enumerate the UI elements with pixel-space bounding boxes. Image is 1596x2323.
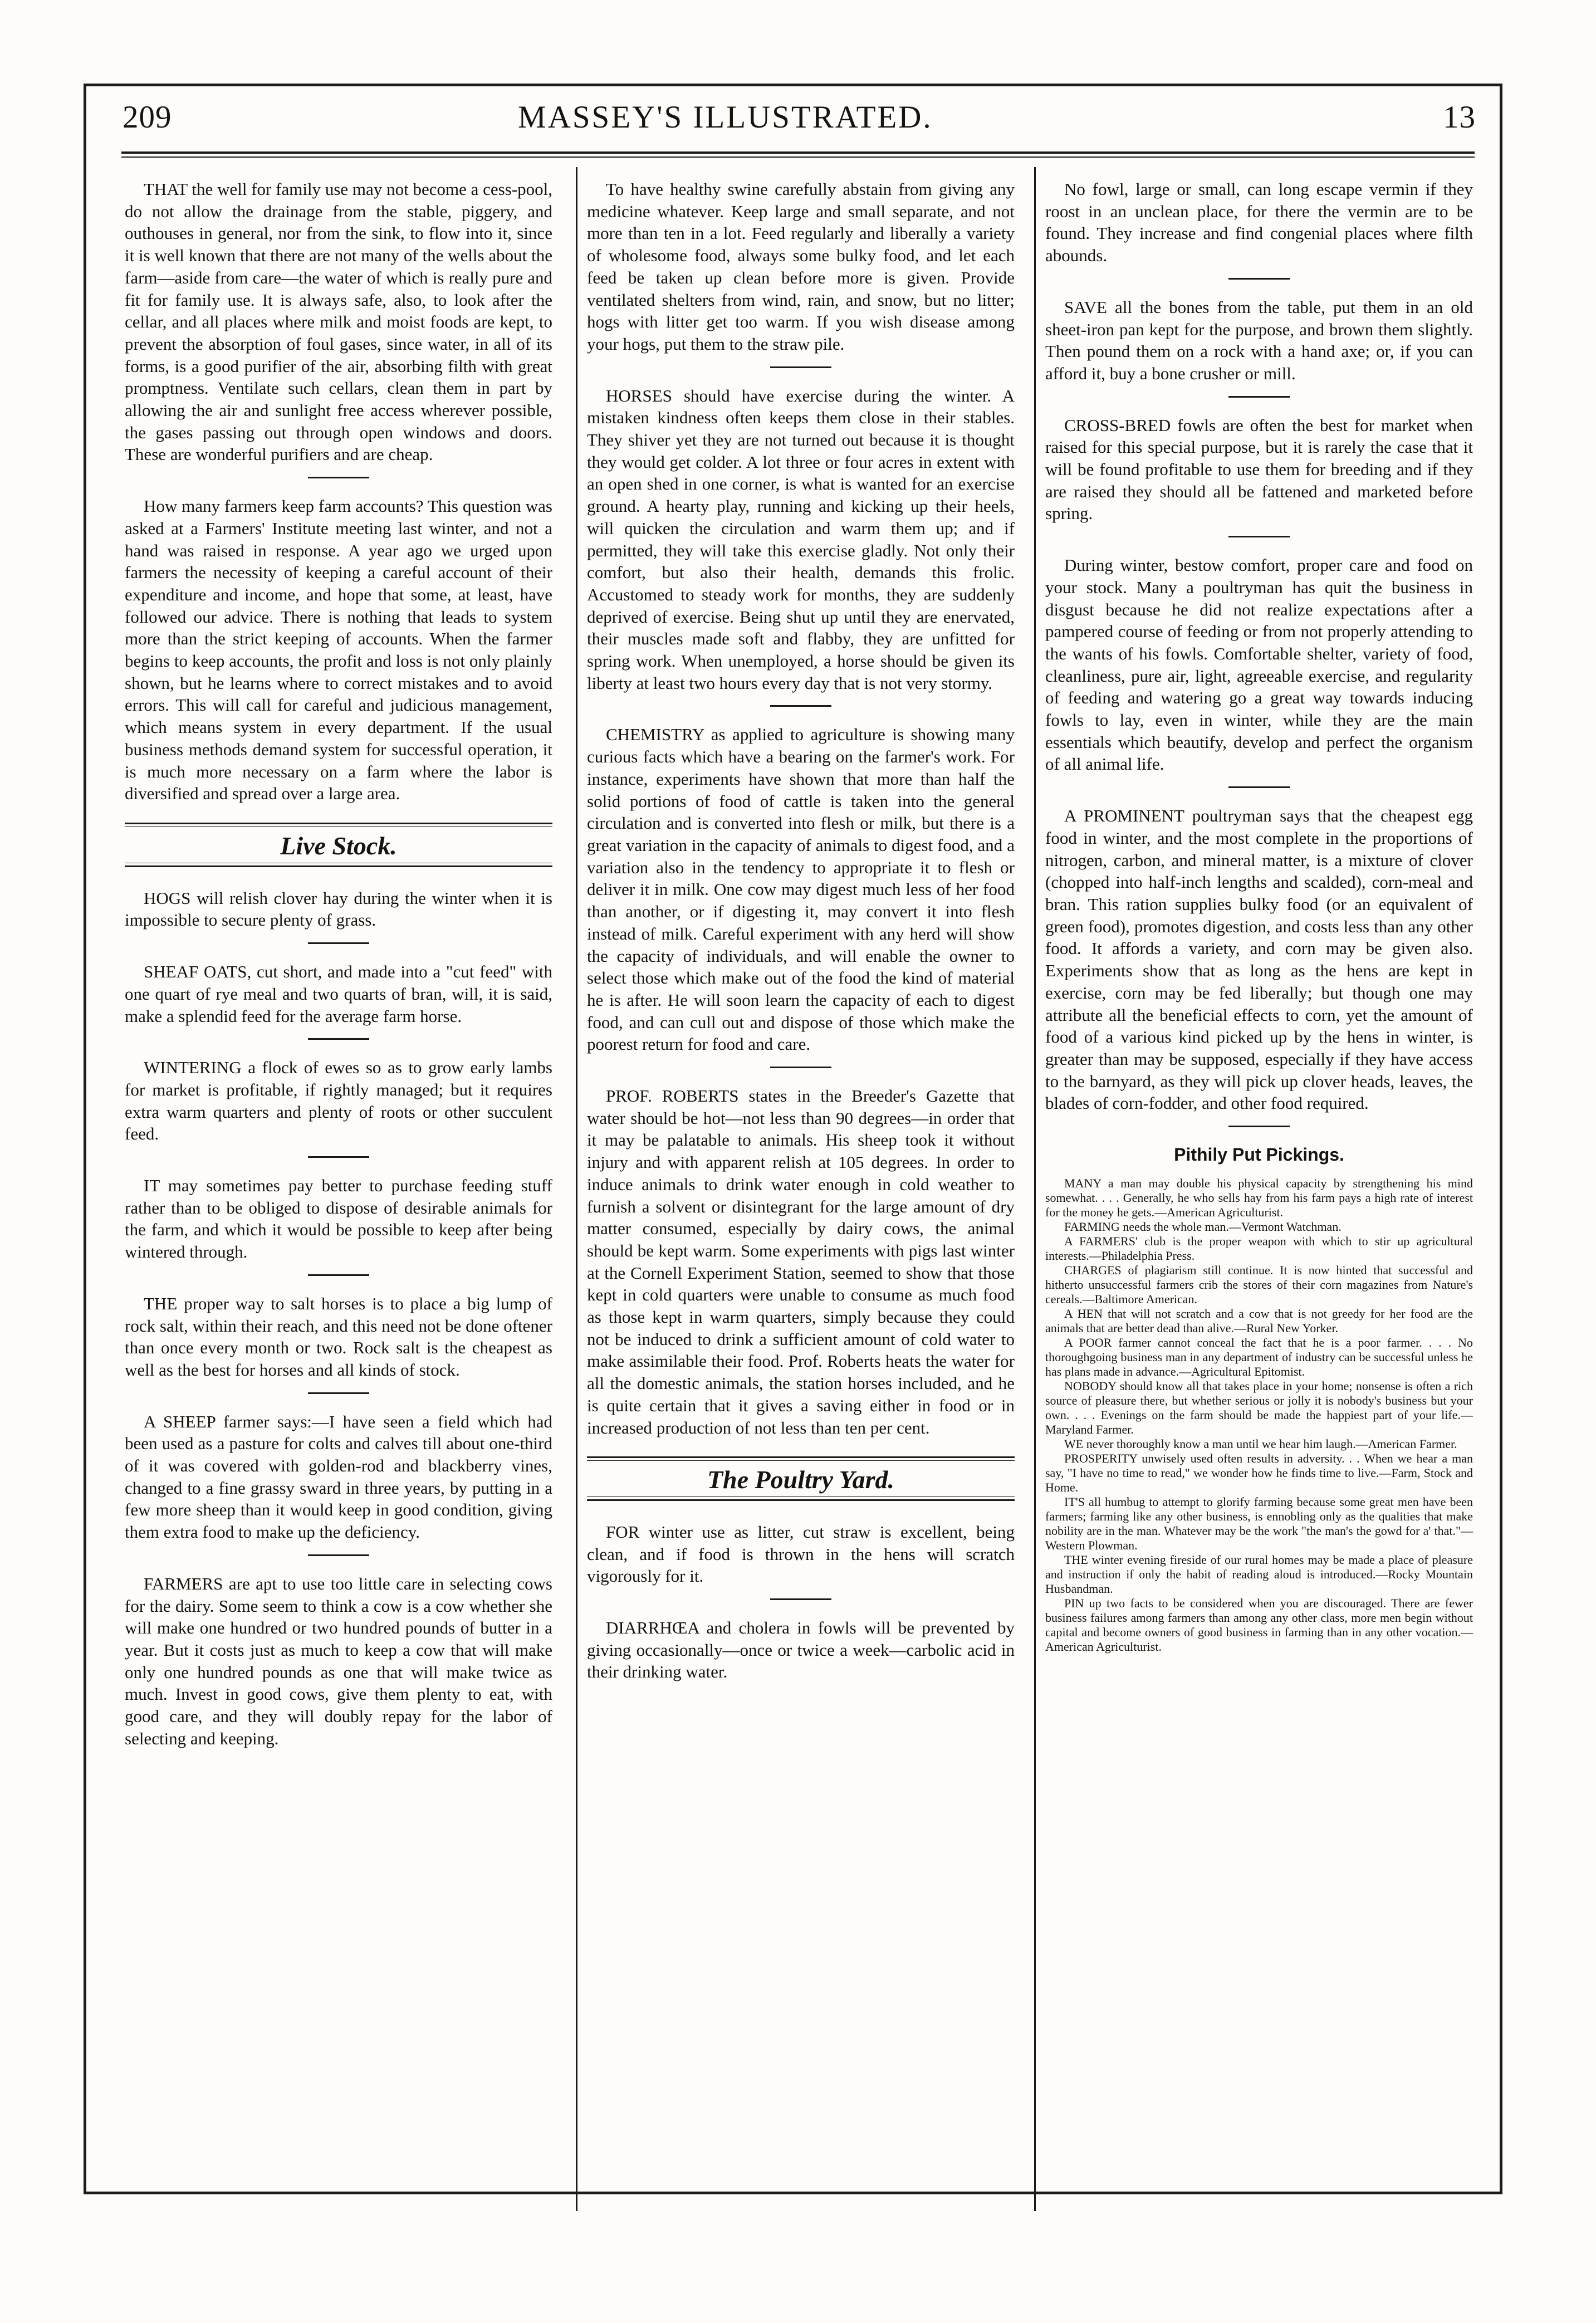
page-number-right: 13 bbox=[1443, 100, 1476, 135]
separator bbox=[770, 1598, 831, 1600]
picking-item: THE winter evening fireside of our rural homes may be made a place of pleasure and instruction if only the habit of reading aloud is introduced.—Rocky Mountain Husbandman. bbox=[1045, 1552, 1473, 1596]
masthead-title: MASSEY'S ILLUSTRATED. bbox=[518, 100, 933, 135]
header-rule-bottom bbox=[121, 157, 1475, 158]
picking-item: PROSPERITY unwisely used often results in adversity. . . When we hear a man say, "I have no time to read," we wonder how he finds time to live.—Farm, Stock and Home. bbox=[1045, 1451, 1473, 1494]
separator bbox=[308, 1554, 369, 1556]
article-feeding-stuff: IT may sometimes pay better to purchase feeding stuff rather than to be obliged to dispose of desirable animals for the farm, and which it would be possible to keep after being wintered through. bbox=[125, 1176, 552, 1262]
column-2 bbox=[587, 178, 1015, 1683]
picking-item: IT'S all humbug to attempt to glorify farming because some great men have been farmers; farming like any other business, is ennobling only as the qualities that make nobility are in the man. Whatever may be the work "the man's the gowd for a' that."—Western Plowman. bbox=[1045, 1494, 1473, 1552]
article-winter-comfort: During winter, bestow comfort, proper care and food on your stock. Many a poultryman has quit the business in disgust because he did not realize expectations after a pampered course of feeding or from not properly attending to the wants of his fowls. Comfortable shelter, variety of food, cleanliness, pure air, light, agreeable exercise, and regularity of feeding and watering go a great way towards inducing fowls to lay, even in winter, while they are the main essentials which beautify, develop and perfect the organism of all animal life. bbox=[1045, 555, 1473, 774]
article-sheep-farmer: A SHEEP farmer says:—I have seen a field which had been used as a pasture for colts and calves till about one-third of it was covered with golden-rod and blackberry vines, changed to a fine grassy sward in three years, by putting in a few more sheep than it would keep in good condition, giving them extra food to make up the deficiency. bbox=[125, 1411, 552, 1542]
page-header bbox=[123, 99, 1476, 141]
picking-item: A HEN that will not scratch and a cow that is not greedy for her food are the animals that are better dead than alive.—Rural New Yorker. bbox=[1045, 1306, 1473, 1335]
article-litter: FOR winter use as litter, cut straw is excellent, being clean, and if food is thrown in the hens will scratch vigorously for it. bbox=[587, 1522, 1015, 1586]
article-salt-horses: THE proper way to salt horses is to place a big lump of rock salt, within their reach, and this need not be done oftener than once every month or two. Rock salt is the cheapest as well as the best for horses and all kinds of stock. bbox=[125, 1293, 552, 1380]
picking-item: PIN up two facts to be considered when you are discouraged. There are fewer business failures among farmers than among any other class, more men begin without capital and become owners of good business in farming than in any other vocation.—American Agriculturist. bbox=[1045, 1596, 1473, 1654]
picking-item: CHARGES of plagiarism still continue. It is now hinted that successful and hitherto unsuccessful farmers crib the stores of their corn magazines from Nature's cereals.—Baltimore American. bbox=[1045, 1263, 1473, 1306]
article-horses-exercise: HORSES should have exercise during the winter. A mistaken kindness often keeps them close in their stables. They shiver yet they are not turned out because it is thought they would get colder. A lot three or four acres in extent with an open shed in one corner, is what is wanted for an exercise ground. A hearty play, running and kicking up their heels, will quicken the circulation and warm them up; and if permitted, they will take this exercise gladly. Not only their comfort, but also their health, demands this frolic. Accustomed to steady work for months, they are suddenly deprived of exercise. Being shut up until they are enervated, their muscles made soft and flabby, they are unfitted for spring work. When unemployed, a horse should be given its liberty at least two hours every day that is not very stormy. bbox=[587, 385, 1015, 693]
article-vermin: No fowl, large or small, can long escape vermin if they roost in an unclean place, for there the vermin are to be found. They increase and find congenial places where filth abounds. bbox=[1045, 179, 1473, 266]
article-farm-accounts: How many farmers keep farm accounts? This question was asked at a Farmers' Institute meeting last winter, and not a hand was raised in response. A year ago we urged upon farmers the necessity of keeping a careful account of their expenditure and income, and hope that some, at least, have followed our advice. There is nothing that leads to system more than the strict keeping of accounts. When the farmer begins to keep accounts, the profit and loss is not only plainly shown, but he learns where to correct mistakes and to avoid errors. This will call for careful and judicious management, which means system in every department. If the usual business methods demand system for successful operation, it is much more necessary on a farm where the labor is diversified and spread over a large area. bbox=[125, 496, 552, 804]
separator bbox=[770, 366, 831, 368]
article-diarrhoea: DIARRHŒA and cholera in fowls will be prevented by giving occasionally—once or twice a week—carbolic acid in their drinking water. bbox=[587, 1618, 1015, 1682]
header-rule-top bbox=[121, 151, 1475, 154]
separator bbox=[308, 1038, 369, 1040]
page-number-left: 209 bbox=[123, 100, 172, 135]
separator bbox=[1228, 786, 1290, 788]
column-divider-1 bbox=[576, 167, 577, 2211]
article-cross-bred: CROSS-BRED fowls are often the best for market when raised for this special purpose, but it is rarely the case that it will be found profitable to use them for breeding and if they are raised they should all be fattened and marketed before spring. bbox=[1045, 415, 1473, 524]
picking-item: NOBODY should know all that takes place in your home; nonsense is often a rich source of pleasure there, but whether serious or jolly it is nobody's business but your own. . . . Evenings on the farm should be made the happiest part of your life.—Maryland Farmer. bbox=[1045, 1378, 1473, 1436]
separator bbox=[770, 1067, 831, 1068]
article-healthy-swine: To have healthy swine carefully abstain from giving any medicine whatever. Keep large and small separate, and not more than ten in a lot. Feed regularly and liberally a variety of wholesome food, always some bulky food, and let each feed be taken up clean before more is given. Provide ventilated shelters from wind, rain, and snow, but no litter; hogs with litter get too warm. If you wish disease among your hogs, put them to the straw pile. bbox=[587, 179, 1015, 354]
separator bbox=[308, 477, 369, 478]
article-bones: SAVE all the bones from the table, put them in an old sheet-iron pan kept for the purpose, and brown them slightly. Then pound them on a rock with a hand axe; or, if you can afford it, buy a bone crusher or mill. bbox=[1045, 297, 1473, 383]
article-sheaf-oats: SHEAF OATS, cut short, and made into a "cut feed" with one quart of rye meal and two quarts of bran, will, it is said, make a splendid feed for the average farm horse. bbox=[125, 962, 552, 1026]
separator bbox=[1228, 536, 1290, 537]
picking-item: MANY a man may double his physical capacity by strengthening his mind somewhat. . . . Generally, he who sells hay from his farm pays a high rate of interest for the money he gets.—American Agriculturist. bbox=[1045, 1176, 1473, 1219]
picking-item: A POOR farmer cannot conceal the fact that he is a poor farmer. . . . No thoroughgoing business man in any department of industry can be successful unless he has plans made in advance.—Agricultural Epitomist. bbox=[1045, 1335, 1473, 1378]
article-prof-roberts: PROF. ROBERTS states in the Breeder's Gazette that water should be hot—not less than 90 degrees—in order that it may be palatable to animals. His sheep took it without injury and with apparent relish at 105 degrees. In order to induce animals to drink water enough in cold weather to furnish a solvent or disintegrant for the large amount of dry matter consumed, especially by dairy cows, the animal should be kept warm. Some experiments with pigs last winter at the Cornell Experiment Station, seemed to show that those kept in cold quarters were unable to consume as much food as those kept in warm quarters, simply because they could not be induced to drink a sufficient amount of cold water to make assimilable their food. Prof. Roberts heats the water for all the domestic animals, the station horses included, and he is quite certain that it gives a saving either in food or in increased production of not less than ten per cent. bbox=[587, 1086, 1015, 1437]
column-3 bbox=[1045, 178, 1473, 1654]
separator bbox=[308, 942, 369, 944]
separator bbox=[770, 705, 831, 707]
column-divider-2 bbox=[1034, 167, 1036, 2211]
article-wintering-ewes: WINTERING a flock of ewes so as to grow early lambs for market is profitable, if rightly managed; but it requires extra warm quarters and plenty of roots or other succulent feed. bbox=[125, 1058, 552, 1144]
picking-item: WE never thoroughly know a man until we hear him laugh.—American Farmer. bbox=[1064, 1436, 1457, 1451]
section-header-live-stock: Live Stock. bbox=[125, 823, 552, 867]
article-hogs: HOGS will relish clover hay during the winter when it is impossible to secure plenty of grass. bbox=[125, 888, 552, 930]
section-header-poultry-yard: The Poultry Yard. bbox=[587, 1456, 1015, 1501]
article-well: THAT the well for family use may not become a cess-pool, do not allow the drainage from the stable, piggery, and outhouses in general, nor from the sink, to flow into it, since it is well known that there are not many of the wells about the farm—aside from care—the water of which is really pure and fit for family use. It is always safe, also, to look after the cellar, and all places where milk and moist foods are kept, to prevent the absorption of foul gases, since water, in all of its forms, is a good purifier of the air, absorbing filth with great promptness. Ventilate such cellars, clean them in part by allowing the air and sunlight free access wherever possible, the gases passing out through open windows and doors. These are wonderful purifiers and are cheap. bbox=[125, 179, 552, 464]
picking-item: A FARMERS' club is the proper weapon with which to stir up agricultural interests.—Philadelphia Press. bbox=[1045, 1234, 1473, 1263]
article-egg-food: A PROMINENT poultryman says that the cheapest egg food in winter, and the most complete in the proportions of nitrogen, carbon, and mineral matter, is a mixture of clover (chopped into half-inch lengths and scalded), corn-meal and bran. This ration supplies bulky food (or an equivalent of green food), promotes digestion, and costs less than any other food. It affords a variety, and corn may be given also. Experiments show that as long as the hens are kept in exercise, corn may be fed liberally; but though one may attribute all the beneficial effects to corn, yet the amount of food of a various kind picked up by the hens in winter, is greater than may be supposed, especially if they have access to the barnyard, as they will pick up clover heads, leaves, the blades of corn-fodder, and other food required. bbox=[1045, 806, 1473, 1113]
separator bbox=[1228, 1126, 1290, 1127]
picking-item: FARMING needs the whole man.—Vermont Watchman. bbox=[1064, 1219, 1342, 1234]
article-chemistry: CHEMISTRY as applied to agriculture is showing many curious facts which have a bearing on the farmer's work. For instance, experiments have shown that more than half the solid portions of food of cattle is taken into the general circulation and is converted into flesh or milk, but there is a great variation in the capacity of animals to digest food, and a variation also in the tendency to appropriate it to flesh or deliver it in milk. One cow may digest much less of her food than another, or if digesting it, may convert it into flesh instead of milk. Careful experiment with any herd will show the capacity of individuals, and will enable the owner to select those which make out of the food the kind of material he is after. He will soon learn the capacity of each to digest food, and can cull out and dispose of those which make the poorest return for food and care. bbox=[587, 725, 1015, 1054]
column-1 bbox=[125, 178, 552, 1749]
pickings-heading: Pithily Put Pickings. bbox=[1174, 1145, 1344, 1165]
separator bbox=[1228, 278, 1290, 280]
separator bbox=[1228, 396, 1290, 398]
article-dairy-cows: FARMERS are apt to use too little care in selecting cows for the dairy. Some seem to think a cow is a cow whether she will make one hundred or two hundred pounds of butter in a year. But it costs just as much to keep a cow that will make only one hundred pounds as one that will make twice as much. Invest in good cows, give them plenty to eat, with good care, and they will doubly repay for the labor of selecting and keeping. bbox=[125, 1573, 552, 1748]
separator bbox=[308, 1392, 369, 1394]
separator bbox=[308, 1274, 369, 1276]
separator bbox=[308, 1156, 369, 1158]
